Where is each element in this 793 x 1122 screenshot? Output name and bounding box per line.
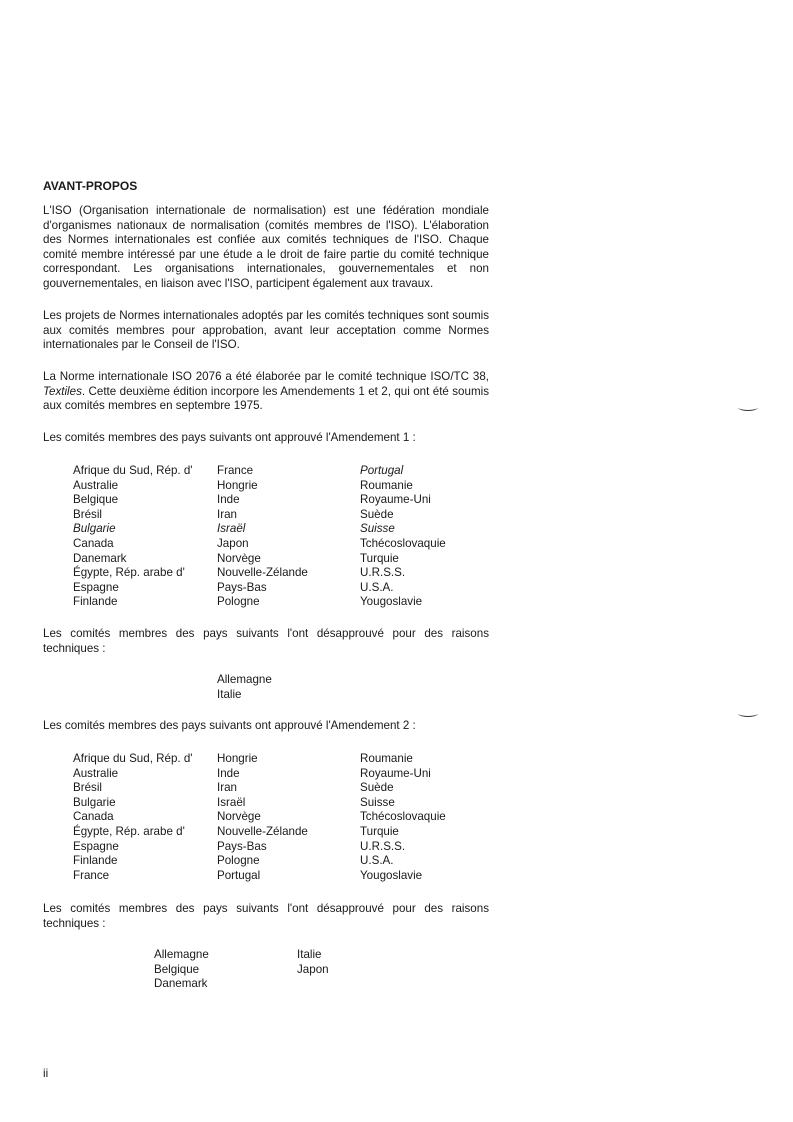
- adoption-paragraph: Les projets de Normes internationales adoptés par les comités techniques sont soumis aux comités membres pour approbation, avant leur acceptation comme Normes internationales par le Conseil de l'ISO.: [43, 309, 489, 352]
- amendment2-disapproved-intro: Les comités membres des pays suivants l'ont désapprouvé pour des raisons techniques :: [43, 902, 489, 930]
- country-item: Bulgarie: [73, 795, 116, 809]
- country-item: Iran: [217, 781, 237, 795]
- country-item: Tchécoslovaquie: [360, 810, 446, 824]
- country-item: Brésil: [73, 781, 102, 795]
- country-item: Allemagne: [154, 948, 209, 961]
- country-item: Italie: [217, 687, 242, 701]
- page-heading: AVANT-PROPOS: [43, 179, 138, 193]
- country-item: Turquie: [360, 551, 399, 565]
- country-item: Turquie: [360, 824, 399, 838]
- country-item: Pays-Bas: [217, 839, 267, 853]
- country-item: Égypte, Rép. arabe d': [73, 566, 185, 580]
- country-item: Espagne: [73, 839, 119, 853]
- country-item: U.S.A.: [360, 580, 394, 594]
- country-item: Suisse: [360, 795, 395, 809]
- page-number: ii: [43, 1067, 49, 1080]
- country-item: Canada: [73, 810, 114, 824]
- amendment1-approved-intro: Les comités membres des pays suivants ont approuvé l'Amendement 1 :: [43, 431, 416, 444]
- amendment1-approved-list: [73, 464, 500, 610]
- country-item: Afrique du Sud, Rép. d': [73, 752, 193, 765]
- country-item: France: [73, 868, 110, 882]
- country-item: Afrique du Sud, Rép. d': [73, 464, 193, 477]
- country-item: Allemagne: [217, 673, 272, 686]
- country-item: Norvège: [217, 551, 261, 565]
- country-item: Espagne: [73, 580, 119, 594]
- country-item: Inde: [217, 766, 240, 780]
- country-item: Nouvelle-Zélande: [217, 566, 308, 580]
- country-item: Hongrie: [217, 752, 258, 765]
- amendment1-disapproved-list: [217, 673, 272, 702]
- binding-mark-bottom: [738, 710, 758, 717]
- country-item: Canada: [73, 536, 114, 550]
- intro-paragraph: L'ISO (Organisation internationale de normalisation) est une fédération mondiale d'organismes nationaux de normalisation (comités membres de l'ISO). L'élaboration des Normes internationales est confiée aux comités techniques de l'ISO. Chaque comité membre intéressé par une étude a le droit de faire partie du comité technique correspondant. Les organisations internationales, gouvernementales et non gouvernementales, en liaison avec l'ISO, participent également aux travaux.: [43, 204, 489, 290]
- country-item: Belgique: [154, 962, 200, 976]
- country-item: Israël: [217, 522, 246, 536]
- country-item: Israël: [217, 795, 246, 809]
- country-item: Japon: [217, 536, 249, 550]
- country-item: Pays-Bas: [217, 580, 267, 594]
- country-item: Iran: [217, 507, 237, 521]
- committee-title: Textiles: [43, 384, 82, 398]
- country-item: Pologne: [217, 595, 260, 609]
- country-item: U.R.S.S.: [360, 839, 406, 853]
- country-item: Finlande: [73, 854, 118, 868]
- binding-mark-top: [738, 404, 758, 411]
- country-item: Australie: [73, 766, 119, 780]
- standard-paragraph: La Norme internationale ISO 2076 a été élaborée par le comité technique ISO/TC 38, Textiles. Cette deuxième édition incorpore les Amendements 1 et 2, qui ont été soumis aux comités membres en septembre 1975.: [43, 370, 489, 413]
- country-item: Royaume-Uni: [360, 493, 431, 507]
- country-item: Portugal: [217, 868, 261, 882]
- country-item: Italie: [297, 948, 322, 961]
- country-item: Brésil: [73, 507, 102, 521]
- country-item: Yougoslavie: [360, 595, 423, 609]
- country-item: Danemark: [154, 977, 208, 991]
- country-item: Égypte, Rép. arabe d': [73, 824, 185, 838]
- country-item: Suède: [360, 507, 394, 521]
- country-item: Suisse: [360, 522, 395, 536]
- amendment2-disapproved-list: [154, 948, 417, 992]
- country-item: [297, 977, 417, 992]
- country-item: France: [217, 464, 254, 477]
- country-item: Tchécoslovaquie: [360, 536, 446, 550]
- country-item: Hongrie: [217, 478, 258, 492]
- country-item: U.R.S.S.: [360, 566, 406, 580]
- country-item: Finlande: [73, 595, 118, 609]
- country-item: Danemark: [73, 551, 127, 565]
- country-item: Yougoslavie: [360, 868, 423, 882]
- amendment1-disapproved-intro: Les comités membres des pays suivants l'ont désapprouvé pour des raisons techniques :: [43, 627, 489, 655]
- amendment2-approved-list: [73, 752, 500, 883]
- country-item: Norvège: [217, 810, 261, 824]
- country-item: Pologne: [217, 854, 260, 868]
- country-item: Roumanie: [360, 478, 413, 492]
- country-item: Australie: [73, 478, 119, 492]
- country-item: Inde: [217, 493, 240, 507]
- country-item: Suède: [360, 781, 394, 795]
- country-item: U.S.A.: [360, 854, 394, 868]
- country-item: Roumanie: [360, 752, 413, 765]
- country-item: Japon: [297, 962, 329, 976]
- country-item: Bulgarie: [73, 522, 116, 536]
- amendment2-approved-intro: Les comités membres des pays suivants ont approuvé l'Amendement 2 :: [43, 719, 416, 732]
- country-item: Nouvelle-Zélande: [217, 824, 308, 838]
- country-item: Belgique: [73, 493, 119, 507]
- country-item: Portugal: [360, 464, 404, 477]
- country-item: Royaume-Uni: [360, 766, 431, 780]
